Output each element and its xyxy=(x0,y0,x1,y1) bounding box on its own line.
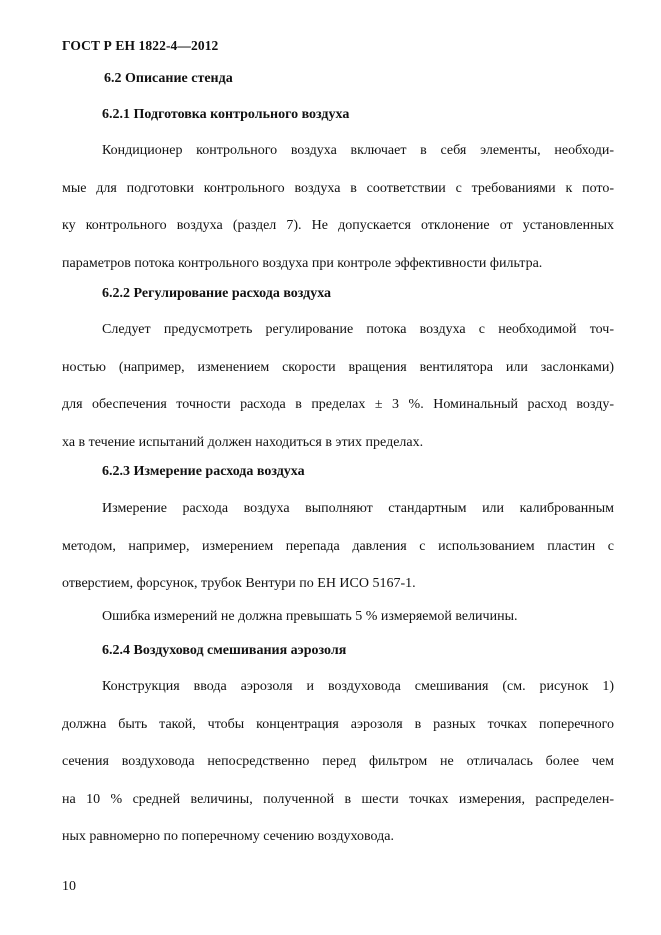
section-heading-6-2-2: 6.2.2 Регулирование расхода воздуха xyxy=(102,286,332,301)
paragraph-air-conditioning xyxy=(62,132,614,282)
paragraph-line: ностью (например, изменением скорости вращения вентилятора или заслонками) xyxy=(62,359,614,375)
paragraph-line: параметров потока контрольного воздуха при контроле эффективности фильтра. xyxy=(62,255,543,271)
page-number: 10 xyxy=(62,879,76,894)
section-heading-6-2-3: 6.2.3 Измерение расхода воздуха xyxy=(102,464,305,479)
paragraph-line: Конструкция ввода аэрозоля и воздуховода смешивания (см. рисунок 1) xyxy=(102,679,614,694)
paragraph-line: мые для подготовки контрольного воздуха в соответствии с требованиями к пото- xyxy=(62,180,614,196)
paragraph-aerosol-mixing-duct xyxy=(62,668,614,856)
paragraph-line: методом, например, измерением перепада давления с использованием пластин с xyxy=(62,538,614,554)
paragraph-flow-measurement xyxy=(62,490,614,603)
section-heading-6-2: 6.2 Описание стенда xyxy=(104,71,233,86)
paragraph-line: для обеспечения точности расхода в пределах ± 3 %. Номинальный расход возду- xyxy=(62,397,614,412)
paragraph-measurement-error xyxy=(62,598,614,636)
paragraph-line: на 10 % средней величины, полученной в шести точках измерения, распределен- xyxy=(62,791,614,807)
paragraph-line: должна быть такой, чтобы концентрация аэрозоля в разных точках поперечного xyxy=(62,716,614,732)
paragraph-line: отверстием, форсунок, трубок Вентури по ЕН ИСО 5167-1. xyxy=(62,576,416,591)
paragraph-line: ха в течение испытаний должен находиться в этих пределах. xyxy=(62,434,424,450)
section-heading-6-2-1: 6.2.1 Подготовка контрольного воздуха xyxy=(102,107,350,122)
section-heading-6-2-4: 6.2.4 Воздуховод смешивания аэрозоля xyxy=(102,643,347,658)
paragraph-line: Ошибка измерений не должна превышать 5 % измеряемой величины. xyxy=(102,609,518,624)
standard-header: ГОСТ Р ЕН 1822-4—2012 xyxy=(62,38,219,53)
paragraph-flow-regulation xyxy=(62,311,614,461)
paragraph-line: ных равномерно по поперечному сечению воздуховода. xyxy=(62,829,394,844)
paragraph-line: Кондиционер контрольного воздуха включает в себя элементы, необходи- xyxy=(102,143,614,158)
paragraph-line: сечения воздуховода непосредственно перед фильтром не отличалась более чем xyxy=(62,754,614,769)
paragraph-line: Следует предусмотреть регулирование потока воздуха с необходимой точ- xyxy=(102,322,614,337)
paragraph-line: ку контрольного воздуха (раздел 7). Не допускается отклонение от установленных xyxy=(62,218,614,233)
paragraph-line: Измерение расхода воздуха выполняют стандартным или калиброванным xyxy=(102,501,614,516)
